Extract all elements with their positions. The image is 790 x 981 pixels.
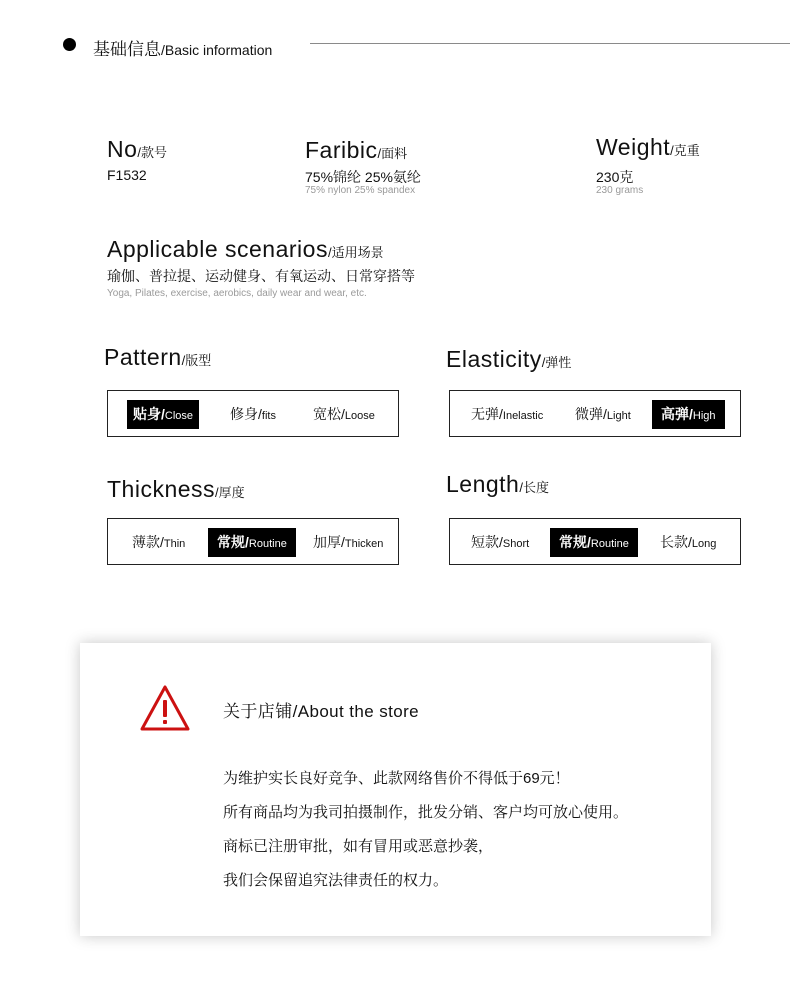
thickness-option-routine[interactable]: 常规/Routine	[208, 528, 296, 557]
elasticity-option-inelastic[interactable]: 无弹/Inelastic	[471, 406, 544, 422]
thickness-option-thicken[interactable]: 加厚/Thicken	[313, 534, 384, 550]
elasticity-option-light[interactable]: 微弹/Light	[575, 406, 631, 422]
bullet-dot-icon	[63, 38, 76, 51]
store-notice-line-1: 为维护实长良好竞争、此款网络售价不得低于69元！	[223, 770, 570, 787]
style-number-value: F1532	[107, 167, 147, 183]
scenarios-subtext: Yoga, Pilates, exercise, aerobics, daily wear and wear, etc.	[107, 288, 367, 299]
weight-value: 230克	[596, 169, 634, 185]
weight-subtext: 230 grams	[596, 185, 644, 196]
store-notice-line-2: 所有商品均为我司拍摄制作，批发分销、客户均可放心使用。	[223, 804, 629, 821]
fabric-label: Faribic/面料	[305, 137, 408, 163]
length-option-routine[interactable]: 常规/Routine	[550, 528, 638, 557]
thickness-label: Thickness/厚度	[107, 476, 245, 502]
scenarios-value: 瑜伽、普拉提、运动健身、有氧运动、日常穿搭等	[107, 268, 415, 284]
fabric-subtext: 75% nylon 25% spandex	[305, 185, 416, 196]
store-title: 关于店铺/About the store	[223, 702, 420, 721]
weight-label: Weight/克重	[596, 134, 700, 160]
elasticity-option-high[interactable]: 高弹/High	[652, 400, 725, 429]
length-options	[449, 518, 741, 565]
thickness-options	[107, 518, 399, 565]
length-option-long[interactable]: 长款/Long	[660, 534, 717, 550]
store-notice-line-4: 我们会保留追究法律责任的权力。	[223, 872, 449, 889]
header-divider	[310, 43, 790, 44]
pattern-option-loose[interactable]: 宽松/Loose	[313, 406, 375, 422]
style-number-label: No/款号	[107, 136, 168, 162]
pattern-label: Pattern/版型	[104, 344, 212, 370]
store-notice-line-3: 商标已注册审批，如有冒用或恶意抄袭，	[223, 838, 494, 855]
length-label: Length/长度	[446, 471, 549, 497]
fabric-value: 75%锦纶 25%氨纶	[305, 169, 421, 185]
warning-triangle-icon	[139, 684, 191, 732]
pattern-option-fits[interactable]: 修身/fits	[230, 406, 276, 422]
elasticity-label: Elasticity/弹性	[446, 346, 572, 372]
scenarios-label: Applicable scenarios/适用场景	[107, 236, 384, 262]
elasticity-options	[449, 390, 741, 437]
pattern-options	[107, 390, 399, 437]
thickness-option-thin[interactable]: 薄款/Thin	[132, 534, 186, 550]
section-title: 基础信息/Basic information	[93, 40, 273, 59]
pattern-option-close[interactable]: 贴身/Close	[127, 400, 199, 429]
length-option-short[interactable]: 短款/Short	[471, 534, 530, 550]
